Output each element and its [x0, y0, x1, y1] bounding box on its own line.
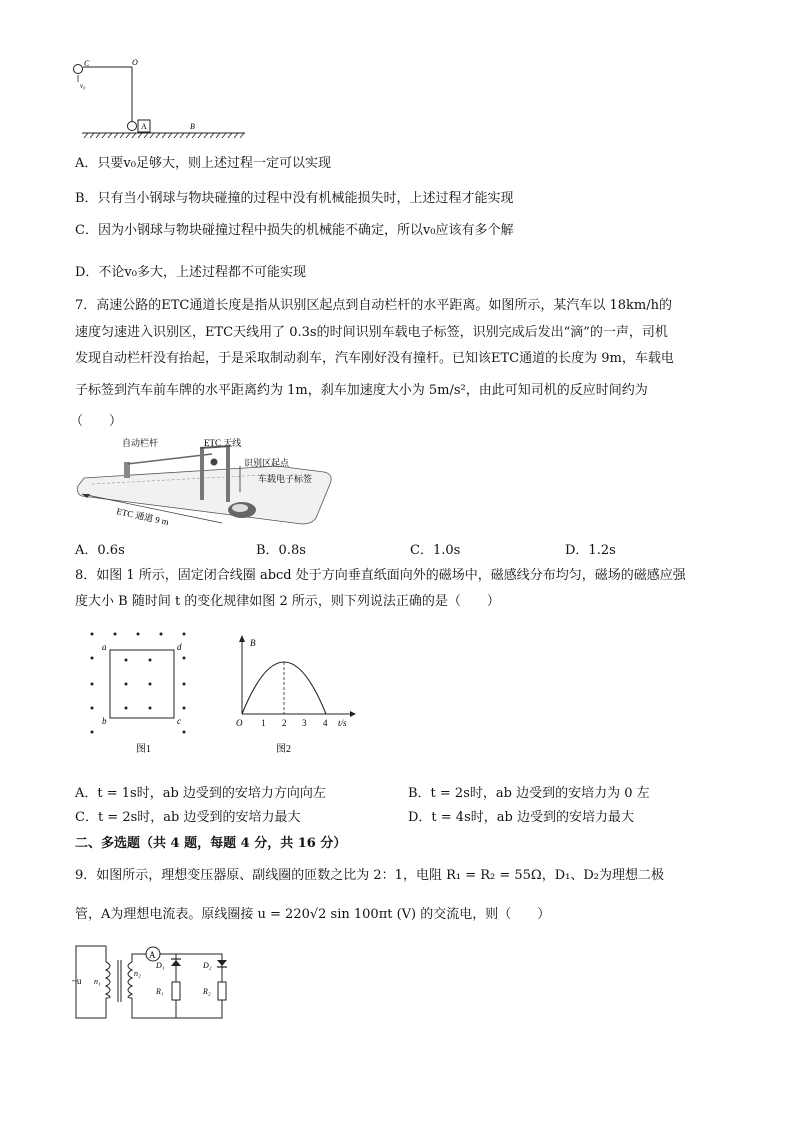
etc-tag-label: 车载电子标签	[258, 474, 313, 484]
circuit-u-label: ~u	[72, 976, 82, 986]
q7-option-c: C．1.0s	[410, 543, 461, 558]
etc-channel-label: ETC 通道 9 m	[115, 506, 170, 528]
q6-option-d: D．不论v₀多大，上述过程都不可能实现	[75, 265, 306, 280]
circuit-n2-label: n₂	[134, 969, 141, 978]
q9-line-1: 9．如图所示，理想变压器原、副线圈的匝数之比为 2：1，电阻 R₁ = R₂ = 55Ω，D₁、D₂为理想二极	[75, 868, 664, 883]
label-a: A	[141, 122, 147, 131]
circuit-r2-label: R₂	[203, 987, 211, 996]
q7-line-4: 子标签到汽车前车牌的水平距离约为 1m，刹车加速度大小为 5m/s²，由此可知司机的反应时间约为	[75, 383, 648, 398]
bt-ylabel: B	[250, 638, 256, 648]
bt-graph	[232, 632, 362, 758]
bt-xlabel: t/s	[338, 718, 347, 728]
circuit-n1-label: n₁	[94, 977, 101, 986]
etc-barrier-label: 自动栏杆	[122, 438, 159, 448]
etc-figure	[72, 436, 332, 536]
etc-antenna-label: ETC 天线	[204, 438, 242, 448]
q8-option-c: C．t = 2s时，ab 边受到的安培力最大	[75, 810, 301, 825]
label-o: O	[132, 58, 138, 67]
q7-option-a: A．0.6s	[75, 543, 125, 558]
q7-line-3: 发现自动栏杆没有抬起，于是采取制动刹车，汽车刚好没有撞杆。已知该ETC通道的长度为 9m，车载电	[75, 351, 674, 366]
q7-option-d: D．1.2s	[565, 543, 616, 558]
bt-tick-4: 4	[323, 718, 328, 728]
fig2-caption: 图2	[276, 744, 291, 755]
q6-option-a: A．只要v₀足够大，则上述过程一定可以实现	[75, 156, 331, 171]
q8-option-a: A．t = 1s时，ab 边受到的安培力方向向左	[75, 786, 326, 801]
q9-line-2: 管，A为理想电流表。原线圈接 u = 220√2 sin 100πt (V) 的交流电，则（ ）	[75, 907, 551, 922]
coil-figure	[84, 628, 204, 758]
q7-line-1: 7．高速公路的ETC通道长度是指从识别区起点到自动栏杆的水平距离。如图所示，某汽车以 18km/h的	[75, 298, 673, 313]
bt-tick-3: 3	[302, 718, 307, 728]
q7-line-2: 速度匀速进入识别区，ETC天线用了 0.3s的时间识别车载电子标签，识别完成后发出“滴”的一声，司机	[75, 325, 668, 340]
q7-answer-paren: （ ）	[70, 414, 123, 429]
coil-b-label: b	[102, 716, 107, 726]
q8-option-d: D．t = 4s时，ab 边受到的安培力最大	[408, 810, 634, 825]
q6-option-b: B．只有当小钢球与物块碰撞的过程中没有机械能损失时，上述过程才能实现	[75, 191, 514, 206]
circuit-d2-label: D₂	[203, 961, 212, 970]
section-title: 二、多选题（共 4 题，每题 4 分，共 16 分）	[75, 836, 347, 851]
coil-d-label: d	[177, 642, 182, 652]
q8-option-b: B．t = 2s时，ab 边受到的安培力为 0 左	[408, 786, 650, 801]
ammeter-label: A	[149, 950, 156, 960]
etc-start-label: 识别区起点	[244, 458, 290, 468]
q8-line-2: 度大小 B 随时间 t 的变化规律如图 2 所示，则下列说法正确的是（ ）	[75, 594, 500, 609]
pendulum-figure	[70, 58, 270, 142]
label-v0: v₀	[80, 82, 86, 90]
q8-line-1: 8．如图 1 所示，固定闭合线圈 abcd 处于方向垂直纸面向外的磁场中，磁感线分布均匀，磁场的磁感应强	[75, 568, 686, 583]
q6-option-c: C．因为小钢球与物块碰撞过程中损失的机械能不确定，所以v₀应该有多个解	[75, 223, 514, 238]
circuit-r1-label: R₁	[156, 987, 164, 996]
circuit-d1-label: D₁	[156, 961, 165, 970]
fig1-caption: 图1	[136, 744, 151, 755]
bt-tick-1: 1	[261, 718, 266, 728]
coil-c-label: c	[177, 716, 181, 726]
bt-tick-2: 2	[282, 718, 287, 728]
bt-origin: O	[236, 718, 243, 728]
coil-a-label: a	[102, 642, 107, 652]
label-b: B	[190, 122, 195, 131]
q7-option-b: B．0.8s	[256, 543, 306, 558]
label-c: C	[84, 59, 90, 68]
transformer-circuit	[70, 938, 240, 1026]
